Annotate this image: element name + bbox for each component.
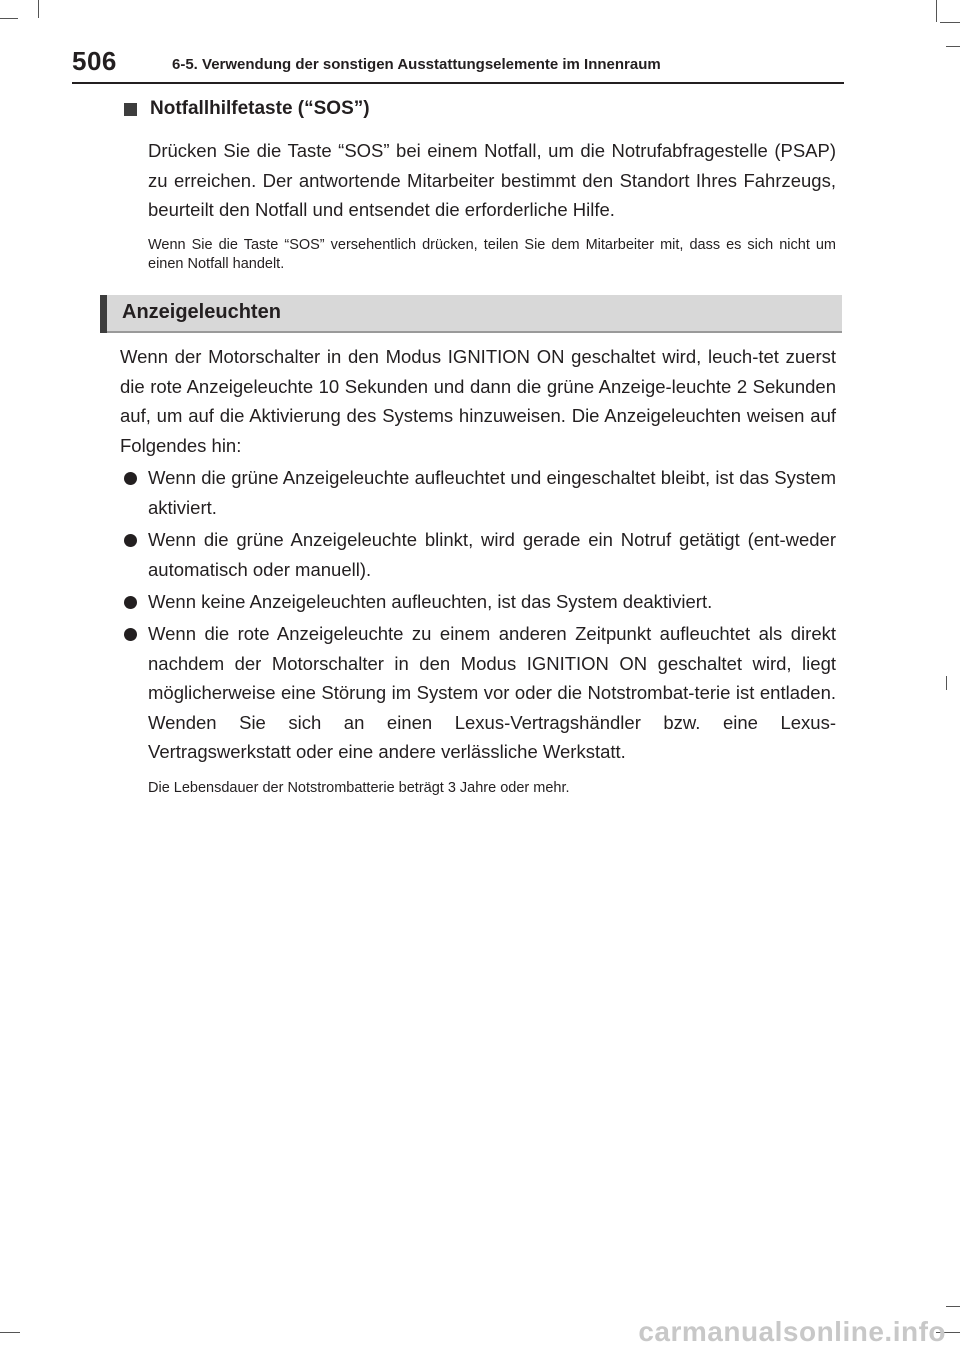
section-accent [100, 295, 107, 333]
page-header [72, 44, 844, 84]
bullet-icon [124, 534, 137, 547]
page-number: 506 [72, 46, 117, 76]
crop-mark [38, 0, 39, 18]
battery-note: Die Lebensdauer der Notstrombatterie beträgt 3 Jahre oder mehr. [148, 780, 570, 796]
list-item-text: Wenn die grüne Anzeigeleuchte aufleuchtet und eingeschaltet bleibt, ist das System aktiviert. [148, 467, 836, 518]
crop-mark [940, 22, 960, 23]
list-item-text: Wenn die rote Anzeigeleuchte zu einem anderen Zeitpunkt aufleuchtet als direkt nachdem der Motorschalter in den Modus IGNITION ON geschaltet wird, liegt möglicherweise eine Störung im System vor oder die Notstrombat-terie ist entladen. Wenden Sie sich an einen Lexus-Vertragshändler bzw. eine Lexus-Vertragswerkstatt oder eine andere verlässliche Werkstatt. [148, 623, 836, 762]
crop-mark [946, 46, 960, 47]
header-rule [72, 82, 844, 84]
crop-mark [946, 676, 947, 690]
section-header-bar [100, 295, 842, 333]
sos-body: Drücken Sie die Taste “SOS” bei einem Notfall, um die Notrufabfragestelle (PSAP) zu erreichen. Der antwortende Mitarbeiter bestimmt den Standort Ihres Fahrzeugs, beurteilt den Notfall und entsendet die erforderliche Hilfe. [148, 140, 836, 220]
section-title: Anzeigeleuchten [122, 301, 281, 323]
list-item-text: Wenn keine Anzeigeleuchten aufleuchten, ist das System deaktiviert. [148, 591, 713, 612]
crop-mark [936, 0, 937, 22]
crop-mark [0, 1332, 20, 1333]
watermark: carmanualsonline.info [638, 1316, 946, 1347]
bullet-icon [124, 472, 137, 485]
subsection-heading-text: Notfallhilfetaste (“SOS”) [150, 98, 370, 119]
sos-note: Wenn Sie die Taste “SOS” versehentlich drücken, teilen Sie dem Mitarbeiter mit, dass es sich nicht um einen Notfall handelt. [148, 237, 836, 272]
bullet-icon [124, 628, 137, 641]
square-bullet-icon [124, 103, 137, 116]
bullet-icon [124, 596, 137, 609]
indicator-intro: Wenn der Motorschalter in den Modus IGNITION ON geschaltet wird, leuch-tet zuerst die rote Anzeigeleuchte 10 Sekunden und dann die grüne Anzeige-leuchte 2 Sekunden auf, um auf die Aktivierung des Systems hinzuweisen. Die Anzeigeleuchten weisen auf Folgendes hin: [120, 346, 836, 456]
crop-mark [0, 18, 18, 19]
chapter-title: 6-5. Verwendung der sonstigen Ausstattungselemente im Innenraum [172, 56, 661, 73]
list-item-text: Wenn die grüne Anzeigeleuchte blinkt, wird gerade ein Notruf getätigt (ent-weder automatisch oder manuell). [148, 529, 836, 580]
crop-mark [946, 1306, 960, 1307]
